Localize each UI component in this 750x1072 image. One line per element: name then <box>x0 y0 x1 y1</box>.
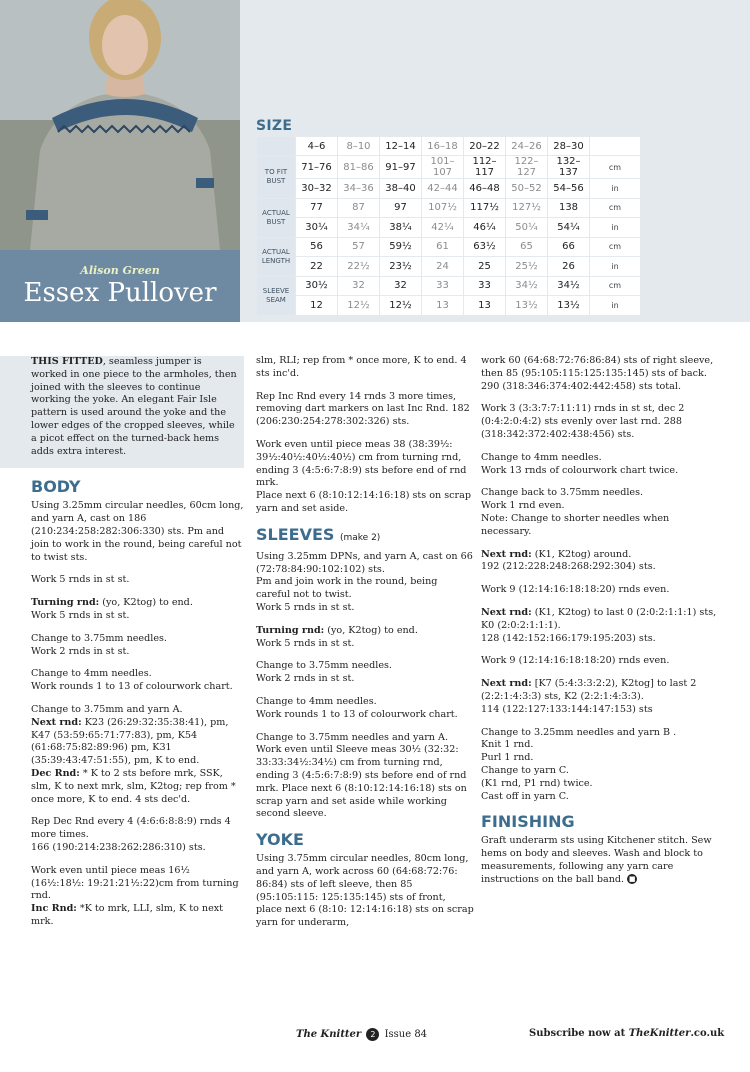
size-cell: 66 <box>548 238 589 257</box>
size-col-header: 12–14 <box>380 137 421 155</box>
size-cell: 30½ <box>296 277 337 296</box>
size-row <box>257 296 640 315</box>
subscribe-site[interactable]: TheKnitter <box>628 1028 691 1039</box>
instruction-label: Next rnd: <box>31 716 82 728</box>
size-cell: 97 <box>380 199 421 218</box>
paragraph <box>481 607 721 633</box>
body-heading: BODY <box>31 477 81 497</box>
paragraph: Purl 1 rnd. <box>481 752 534 764</box>
size-unit: in <box>590 257 640 276</box>
paragraph: 114 (122:127:133:144:147:153) sts <box>481 703 653 715</box>
instruction-label: Turning rnd: <box>256 624 325 636</box>
paragraph <box>31 768 244 806</box>
size-cell: 32 <box>338 277 379 296</box>
paragraph: Change to 3.75mm needles and yarn A. Work even until Sleeve meas 30½ (32:32: 33:33:34½:34½) cm from turning rnd, ending 3 (4:5:6:7:8:9) sts before end of rnd mrk. Place next 6 (8:10:12:14:16:18) sts on scrap yarn and set aside while working second sleeve. <box>256 731 467 820</box>
paragraph: (K1 rnd, P1 rnd) twice. <box>481 777 593 789</box>
size-cell: 38–40 <box>380 179 421 198</box>
instruction-label: Next rnd: <box>481 606 532 618</box>
footer-subscribe <box>529 1028 724 1039</box>
size-cell: 34½ <box>506 277 547 296</box>
intro-paragraph <box>31 356 238 458</box>
page-number: 2 <box>366 1028 379 1041</box>
size-cell: 22½ <box>338 257 379 276</box>
yoke-heading: YOKE <box>256 830 304 850</box>
paragraph: 166 (190:214:238:262:286:310) sts. <box>31 841 206 853</box>
model-photo <box>0 0 240 250</box>
paragraph <box>481 835 721 886</box>
paragraph: 128 (142:152:166:179:195:203) sts. <box>481 632 656 644</box>
paragraph: Using 3.25mm DPNs, and yarn A, cast on 66 (72:78:84:90:102:102) sts. <box>256 550 473 575</box>
size-row <box>257 156 640 178</box>
instruction-text: *K to mrk, LLI, slm, K to next mrk. <box>31 903 224 927</box>
size-row <box>257 238 640 257</box>
size-cell: 77 <box>296 199 337 218</box>
instruction-label: Dec Rnd: <box>31 767 80 779</box>
text-column-2 <box>256 355 474 940</box>
paragraph: work 60 (64:68:72:76:86:84) sts of right sleeve, then 85 (95:105:115:125:135:145) sts of back. <box>481 355 714 379</box>
paragraph: Knit 1 rnd. <box>481 739 534 751</box>
size-corner-cell <box>257 137 295 155</box>
paragraph: Work 13 rnds of colourwork chart twice. <box>481 464 679 476</box>
paragraph: Change to 3.25mm needles and yarn B . <box>481 726 677 738</box>
size-cell: 46–48 <box>464 179 505 198</box>
size-row <box>257 277 640 296</box>
paragraph <box>481 549 721 562</box>
finishing-heading: FINISHING <box>481 812 575 832</box>
size-cell: 132–137 <box>548 156 589 178</box>
paragraph: Rep Inc Rnd every 14 rnds 3 more times, removing dart markers on last Inc Rnd. 182 (206:230:254:278:302:326) sts. <box>256 390 470 428</box>
paragraph: 290 (318:346:374:402:442:458) sts total. <box>481 380 682 392</box>
paragraph: Work 5 rnds in st st. <box>256 637 355 649</box>
paragraph <box>481 678 721 704</box>
paragraph: Change to yarn C. <box>481 764 569 776</box>
size-cell: 50–52 <box>506 179 547 198</box>
size-cell: 57 <box>338 238 379 257</box>
paragraph: Change back to 3.75mm needles. <box>481 487 644 499</box>
size-col-header: 8–10 <box>338 137 379 155</box>
size-cell: 117½ <box>464 199 505 218</box>
instruction-text: (yo, K2tog) to end. <box>99 597 193 609</box>
paragraph: Change to 3.75mm needles. <box>256 660 392 672</box>
size-row-label: ACTUAL BUST <box>257 199 295 237</box>
paragraph: Work rounds 1 to 13 of colourwork chart. <box>31 681 233 693</box>
paragraph <box>31 717 244 768</box>
end-mark-icon: ■ <box>628 875 636 884</box>
subscribe-site-suffix[interactable]: .co.uk <box>690 1028 725 1039</box>
instruction-text: (K1, K2tog) around. <box>531 548 632 560</box>
size-cell: 22 <box>296 257 337 276</box>
paragraph: Place next 6 (8:10:12:14:16:18) sts on scrap yarn and set aside. <box>256 490 472 514</box>
instruction-text: (K1, K2tog) to last 0 (2:0:2:1:1:1) sts, K0 (2:0:2:1:1:1). <box>481 606 717 631</box>
paragraph: Work 5 rnds in st st. <box>31 609 130 621</box>
size-heading: SIZE <box>256 118 293 134</box>
size-cell: 65 <box>506 238 547 257</box>
size-unit: in <box>590 218 640 237</box>
size-cell: 38¼ <box>380 218 421 237</box>
sleeves-subheading: (make 2) <box>340 532 381 543</box>
size-unit: cm <box>590 238 640 257</box>
size-cell: 12½ <box>338 296 379 315</box>
paragraph: Work 9 (12:14:16:18:18:20) rnds even. <box>481 584 670 596</box>
size-unit: cm <box>590 156 640 178</box>
paragraph: Work 3 (3:3:7:7:11:11) rnds in st st, dec 2 (0:4:2:0:4:2) sts evenly over last rnd. 288 (318:342:372:402:438:456) sts. <box>481 403 685 440</box>
size-cell: 54–56 <box>548 179 589 198</box>
size-cell: 63½ <box>464 238 505 257</box>
size-col-header: 24–26 <box>506 137 547 155</box>
paragraph: Work 2 rnds in st st. <box>31 645 130 657</box>
size-cell: 122–127 <box>506 156 547 178</box>
size-unit-blank <box>590 137 640 155</box>
size-col-header: 16–18 <box>422 137 463 155</box>
paragraph: Using 3.25mm circular needles, 60cm long, and yarn A, cast on 186 (210:234:258:282:306:330) sts. Pm and join to work in the round, being careful not to twist sts. <box>31 500 244 563</box>
paragraph <box>256 625 474 638</box>
footer-magazine <box>296 1028 427 1041</box>
size-cell: 34½ <box>548 277 589 296</box>
paragraph: Work rounds 1 to 13 of colourwork chart. <box>256 708 458 720</box>
pattern-title: Essex Pullover <box>23 278 217 308</box>
size-cell: 33 <box>464 277 505 296</box>
size-cell: 32 <box>380 277 421 296</box>
size-unit: in <box>590 179 640 198</box>
size-cell: 34–36 <box>338 179 379 198</box>
size-cell: 12½ <box>380 296 421 315</box>
size-cell: 101–107 <box>422 156 463 178</box>
paragraph: Work 1 rnd even. <box>481 500 565 512</box>
size-unit: in <box>590 296 640 315</box>
size-row-label: TO FIT BUST <box>257 156 295 198</box>
intro-lead: THIS FITTED <box>31 356 103 367</box>
size-cell: 59½ <box>380 238 421 257</box>
size-cell: 30¼ <box>296 218 337 237</box>
size-row-label: SLEEVE SEAM <box>257 277 295 315</box>
size-cell: 112–117 <box>464 156 505 178</box>
paragraph <box>31 597 244 610</box>
size-cell: 87 <box>338 199 379 218</box>
paragraph: Work 5 rnds in st st. <box>31 574 130 586</box>
size-cell: 71–76 <box>296 156 337 178</box>
size-cell: 42–44 <box>422 179 463 198</box>
size-cell: 138 <box>548 199 589 218</box>
size-cell: 23½ <box>380 257 421 276</box>
size-cell: 25½ <box>506 257 547 276</box>
subscribe-text: Subscribe now at <box>529 1028 629 1039</box>
size-cell: 13 <box>464 296 505 315</box>
size-col-header: 20–22 <box>464 137 505 155</box>
paragraph: Work 2 rnds in st st. <box>256 673 355 685</box>
size-row <box>257 179 640 198</box>
size-cell: 13½ <box>548 296 589 315</box>
finishing-text: Graft underarm sts using Kitchener stitch. Sew hems on body and sleeves. Wash and block to measurements, following any yarn care instructions on the ball band. <box>481 835 712 885</box>
title-box <box>0 250 240 322</box>
paragraph: 192 (212:228:248:268:292:304) sts. <box>481 561 656 573</box>
paragraph <box>31 903 244 929</box>
size-row-label: ACTUAL LENGTH <box>257 238 295 276</box>
size-cell: 46¼ <box>464 218 505 237</box>
intro-box <box>0 356 244 468</box>
size-cell: 50¼ <box>506 218 547 237</box>
size-cell: 81–86 <box>338 156 379 178</box>
size-cell: 56 <box>296 238 337 257</box>
paragraph: Pm and join work in the round, being careful not to twist. <box>256 576 438 601</box>
size-cell: 127½ <box>506 199 547 218</box>
text-column-3 <box>481 355 721 897</box>
size-table <box>256 136 641 316</box>
paragraph: Work 9 (12:14:16:18:18:20) rnds even. <box>481 655 670 667</box>
paragraph: Work 5 rnds in st st. <box>256 601 355 613</box>
instruction-text: [K7 (5:4:3:3:2:2), K2tog] to last 2 (2:2:1:4:3:3) sts, K2 (2:2:1:4:3:3). <box>481 678 697 702</box>
size-cell: 42¼ <box>422 218 463 237</box>
size-cell: 30–32 <box>296 179 337 198</box>
paragraph: Rep Dec Rnd every 4 (4:6:6:8:8:9) rnds 4 more times. <box>31 816 231 841</box>
paragraph: Work even until piece meas 16½ (16½:18½: 19:21:21½:22)cm from turning rnd. <box>31 864 239 902</box>
size-cell: 13½ <box>506 296 547 315</box>
instruction-label: Next rnd: <box>481 548 532 560</box>
size-cell: 107½ <box>422 199 463 218</box>
paragraph: slm, RLI; rep from * once more, K to end. 4 sts inc'd. <box>256 355 467 379</box>
size-cell: 25 <box>464 257 505 276</box>
intro-text: , seamless jumper is worked in one piece to the armholes, then joined with the sleeves to continue working the yoke. An elegant Fair Isle pattern is used around the yoke and the lower edges of the cropped sleeves, while a picot effect on the turned-back hems adds extra interest. <box>31 356 237 457</box>
instruction-text: * K to 2 sts before mrk, SSK, slm, K to next mrk, slm, K2tog; rep from * once more, K to end. 4 sts dec'd. <box>31 767 236 805</box>
instruction-text: K23 (26:29:32:35:38:41), pm, K47 (53:59:65:71:77:83), pm, K54 (61:68:75:82:89:96) pm, K31 (35:39:43:47:51:55), pm, K to end. <box>31 716 229 767</box>
sleeves-heading <box>256 526 474 547</box>
instruction-text: (yo, K2tog) to end. <box>324 624 418 636</box>
paragraph: Change to 4mm needles. <box>31 668 152 680</box>
designer-name: Alison Green <box>80 264 160 277</box>
magazine-name: The Knitter <box>296 1029 362 1040</box>
size-row <box>257 257 640 276</box>
size-unit: cm <box>590 199 640 218</box>
model-photo-illustration <box>0 0 240 250</box>
size-col-header: 4–6 <box>296 137 337 155</box>
size-col-header: 28–30 <box>548 137 589 155</box>
paragraph: Note: Change to shorter needles when necessary. <box>481 512 670 537</box>
paragraph: Change to 3.75mm and yarn A. <box>31 703 183 715</box>
size-cell: 61 <box>422 238 463 257</box>
size-header-row <box>257 137 640 155</box>
size-cell: 91–97 <box>380 156 421 178</box>
instruction-label: Turning rnd: <box>31 597 100 609</box>
text-column-1 <box>31 356 244 939</box>
sleeves-heading-text: SLEEVES <box>256 524 335 544</box>
paragraph: Using 3.75mm circular needles, 80cm long, and yarn A, work across 60 (64:68:72:76: 86:84) sts of left sleeve, then 85 (95:105:115: 125:135:145) sts of front, place next 6 (8:10: 12:14:16:18) sts on scrap yarn for underarm, <box>256 853 474 929</box>
size-cell: 24 <box>422 257 463 276</box>
size-cell: 12 <box>296 296 337 315</box>
paragraph: Change to 3.75mm needles. <box>31 632 167 644</box>
size-unit: cm <box>590 277 640 296</box>
paragraph: Work even until piece meas 38 (38:39½: 39½:40½:40½:40½) cm from turning rnd, ending 3 (4:5:6:7:8:9) sts before end of rnd mrk. <box>256 438 467 489</box>
size-cell: 54¼ <box>548 218 589 237</box>
instruction-label: Inc Rnd: <box>31 903 77 915</box>
size-row <box>257 199 640 218</box>
size-cell: 33 <box>422 277 463 296</box>
issue-number: Issue 84 <box>384 1029 428 1040</box>
size-row <box>257 218 640 237</box>
size-cell: 13 <box>422 296 463 315</box>
size-cell: 26 <box>548 257 589 276</box>
instruction-label: Next rnd: <box>481 678 532 690</box>
size-cell: 34¼ <box>338 218 379 237</box>
paragraph: Cast off in yarn C. <box>481 790 569 802</box>
paragraph: Change to 4mm needles. <box>256 695 377 707</box>
paragraph: Change to 4mm needles. <box>481 451 602 463</box>
